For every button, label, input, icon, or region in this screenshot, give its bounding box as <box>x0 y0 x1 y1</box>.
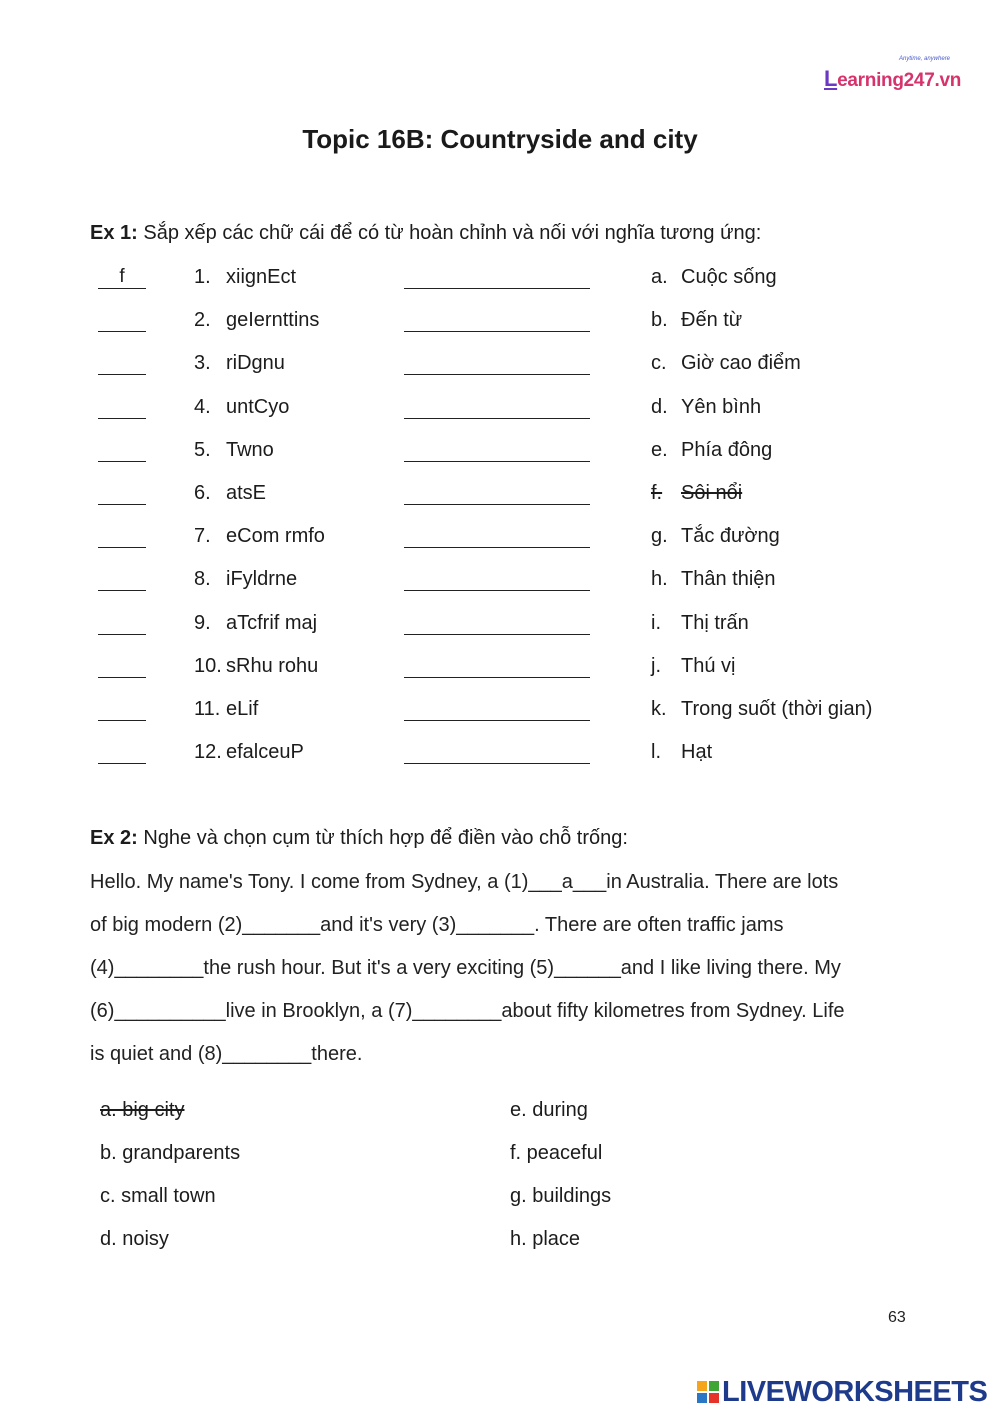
answer-blank[interactable]: f <box>98 266 146 289</box>
ex1-row <box>0 352 1000 380</box>
answer-blank[interactable] <box>98 655 146 678</box>
item-number: 11. <box>194 698 221 720</box>
word-answer-line[interactable] <box>404 655 590 678</box>
passage-line: (6)__________live in Brooklyn, a (7)________about fifty kilometres from Sydney. Life <box>90 1000 845 1022</box>
item-number: 3. <box>194 352 211 375</box>
meaning-letter: c. <box>651 352 667 375</box>
word-answer-line[interactable] <box>404 266 590 289</box>
meaning-text: Đến từ <box>681 309 743 332</box>
ex1-row <box>0 568 1000 596</box>
ex2-label: Ex 2: <box>90 827 138 849</box>
item-number: 10. <box>194 654 222 677</box>
word-answer-line[interactable] <box>404 612 590 635</box>
meaning-letter: l. <box>651 741 661 764</box>
passage-line: Hello. My name's Tony. I come from Sydney, a (1)___a___in Australia. There are lots <box>90 871 839 893</box>
word-answer-line[interactable] <box>404 698 590 721</box>
scrambled-word: efalceuP <box>226 741 304 764</box>
logo-first-letter: L <box>824 66 838 91</box>
item-number: 9. <box>194 611 211 634</box>
option-b: b. grandparents <box>100 1142 241 1164</box>
meaning-text: Phía đông <box>681 438 773 461</box>
scrambled-word: xiignEct <box>226 266 297 288</box>
answer-blank[interactable] <box>98 525 146 548</box>
answer-blank[interactable] <box>98 612 146 635</box>
logo-tagline: Anytime, anywhere <box>899 56 951 62</box>
page-title: Topic 16B: Countryside and city <box>302 124 698 154</box>
meaning-text: Hạt <box>681 741 713 764</box>
item-number: 6. <box>194 482 211 504</box>
scrambled-word: iFyldrne <box>226 568 298 591</box>
meaning-letter: e. <box>651 438 668 461</box>
meaning-letter: f. <box>651 482 663 504</box>
word-answer-line[interactable] <box>404 309 590 332</box>
meaning-letter: a. <box>651 266 668 288</box>
ex1-row <box>0 525 1000 553</box>
item-number: 12. <box>194 741 222 764</box>
answer-blank[interactable] <box>98 568 146 591</box>
meaning-text: Cuộc sống <box>681 266 777 288</box>
meaning-letter: j. <box>651 654 661 677</box>
item-number: 7. <box>194 525 211 548</box>
ex2-instruction-text: Nghe và chọn cụm từ thích hợp để điền vào chỗ trống: <box>137 827 628 849</box>
word-answer-line[interactable] <box>404 482 590 505</box>
item-number: 2. <box>194 309 211 332</box>
liveworksheets-brand <box>697 1376 987 1409</box>
meaning-text: Tắc đường <box>681 525 780 548</box>
site-logo <box>824 66 961 92</box>
word-answer-line[interactable] <box>404 568 590 591</box>
answer-blank[interactable] <box>98 352 146 375</box>
meaning-text: Thân thiện <box>681 568 776 591</box>
answer-blank[interactable] <box>98 439 146 462</box>
item-number: 8. <box>194 568 211 591</box>
scrambled-word: sRhu rohu <box>226 654 319 677</box>
scrambled-word: aTcfrif maj <box>226 611 318 634</box>
item-number: 1. <box>194 266 211 288</box>
scrambled-word: riDgnu <box>226 352 285 375</box>
answer-blank[interactable] <box>98 741 146 764</box>
answer-blank[interactable] <box>98 309 146 332</box>
option-c: c. small town <box>100 1185 216 1207</box>
ex1-row <box>0 396 1000 424</box>
word-answer-line[interactable] <box>404 525 590 548</box>
answer-blank[interactable] <box>98 396 146 419</box>
passage-line: of big modern (2)_______and it's very (3)_______. There are often traffic jams <box>90 914 784 936</box>
word-answer-line[interactable] <box>404 439 590 462</box>
item-number: 4. <box>194 395 211 418</box>
ex1-row <box>0 655 1000 683</box>
word-answer-line[interactable] <box>404 352 590 375</box>
meaning-text: Giờ cao điểm <box>681 352 801 375</box>
meaning-letter: h. <box>651 568 668 591</box>
meaning-text: Thú vị <box>681 654 736 677</box>
option-d: d. noisy <box>100 1228 169 1250</box>
ex1-row <box>0 439 1000 467</box>
meaning-letter: d. <box>651 395 668 418</box>
ex1-instruction-text: Sắp xếp các chữ cái để có từ hoàn chỉnh và nối với nghĩa tương ứng: <box>137 222 762 244</box>
option-e: e. during <box>510 1099 588 1121</box>
logo-rest: earning247.vn <box>837 70 962 91</box>
meaning-letter: g. <box>651 525 668 548</box>
brand-text: LIVEWORKSHEETS <box>722 1376 988 1408</box>
passage-line: is quiet and (8)________there. <box>90 1043 363 1065</box>
ex2-instruction <box>90 827 628 850</box>
meaning-letter: k. <box>651 698 667 720</box>
ex1-row <box>0 266 1000 294</box>
scrambled-word: eLif <box>226 698 259 720</box>
option-f: f. peaceful <box>510 1142 603 1164</box>
ex1-row <box>0 741 1000 769</box>
page-number: 63 <box>888 1309 906 1326</box>
scrambled-word: eCom rmfo <box>226 525 325 548</box>
word-answer-line[interactable] <box>404 396 590 419</box>
answer-blank[interactable] <box>98 482 146 505</box>
option-h: h. place <box>510 1228 581 1250</box>
item-number: 5. <box>194 438 211 461</box>
word-answer-line[interactable] <box>404 741 590 764</box>
scrambled-word: atsE <box>226 482 267 504</box>
ex2-passage <box>90 861 910 1076</box>
ex1-row <box>0 482 1000 510</box>
scrambled-word: geIernttins <box>226 309 320 332</box>
scrambled-word: untCyo <box>226 395 290 418</box>
ex1-row <box>0 698 1000 726</box>
option-a: a. big city <box>100 1099 185 1121</box>
meaning-text: Yên bình <box>681 395 762 418</box>
meaning-letter: i. <box>651 611 661 634</box>
meaning-text: Thị trấn <box>681 611 749 634</box>
ex1-row <box>0 309 1000 337</box>
option-g: g. buildings <box>510 1185 612 1207</box>
scrambled-word: Twno <box>226 438 274 461</box>
ex1-row <box>0 612 1000 640</box>
meaning-text: Sôi nổi <box>681 482 743 504</box>
ex1-label: Ex 1: <box>90 222 138 244</box>
liveworksheets-logo-icon <box>697 1378 719 1400</box>
meaning-letter: b. <box>651 309 668 332</box>
meaning-text: Trong suốt (thời gian) <box>681 698 873 720</box>
ex1-instruction <box>90 222 761 245</box>
passage-line: (4)________the rush hour. But it's a very exciting (5)______and I like living there. My <box>90 957 841 979</box>
answer-blank[interactable] <box>98 698 146 721</box>
